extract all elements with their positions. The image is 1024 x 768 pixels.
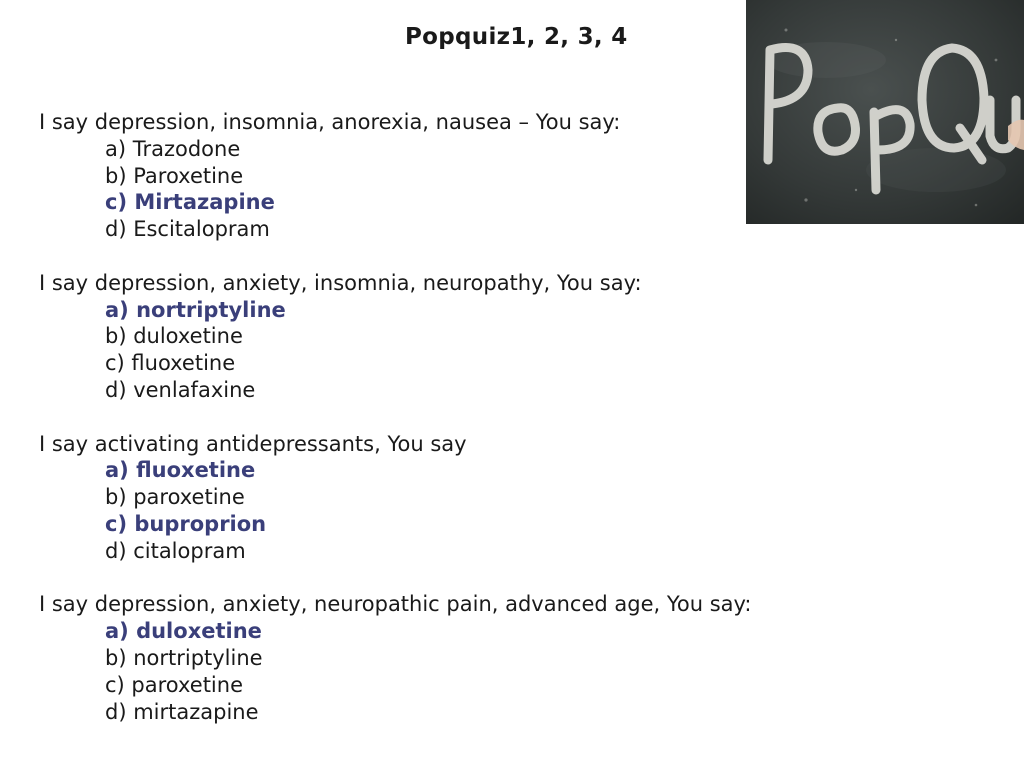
question-prompt: I say depression, anxiety, insomnia, neuropathy, You say: [39,270,642,295]
option-d: d) Escitalopram [105,217,270,242]
option-c: c) paroxetine [105,672,243,697]
question-prompt: I say depression, insomnia, anorexia, nausea – You say: [39,110,621,134]
option-b: b) Paroxetine [105,163,244,188]
option-d: d) citalopram [105,538,246,563]
option-list [39,457,819,564]
slide-title: Popquiz1, 2, 3, 4 [405,24,628,50]
option-c: c) buproprion [105,511,267,536]
question-4 [39,591,819,725]
question-prompt: I say activating antidepressants, You say [39,431,467,456]
option-a: a) fluoxetine [105,458,256,483]
option-c: c) Mirtazapine [105,190,275,215]
option-c: c) fluoxetine [105,351,236,376]
option-list [39,618,819,725]
option-b: b) duloxetine [105,324,243,349]
option-list [39,136,819,243]
question-2 [39,270,819,404]
option-d: d) mirtazapine [105,699,259,724]
option-a: a) duloxetine [105,619,262,644]
option-d: d) venlafaxine [105,377,256,402]
option-a: a) Trazodone [105,136,241,161]
question-3 [39,431,819,565]
option-b: b) nortriptyline [105,645,263,670]
option-a: a) nortriptyline [105,297,286,322]
question-1 [39,109,819,243]
option-list [39,297,819,404]
option-b: b) paroxetine [105,485,245,510]
question-prompt: I say depression, anxiety, neuropathic pain, advanced age, You say: [39,592,752,617]
quiz-questions [39,109,819,752]
